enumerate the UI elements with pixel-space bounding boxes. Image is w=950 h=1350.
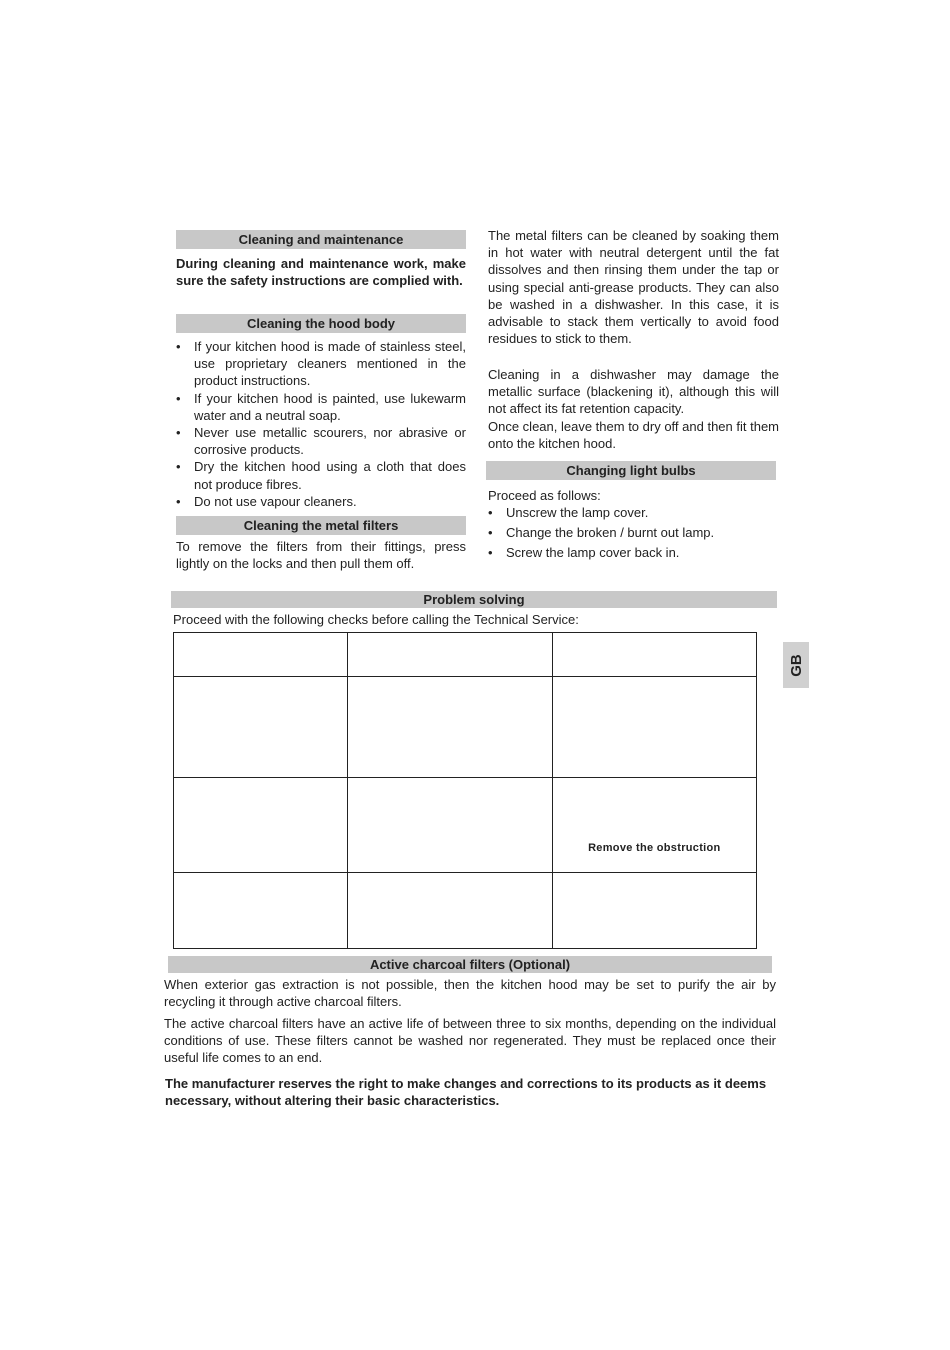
- hood-body-heading: Cleaning the hood body: [176, 314, 466, 333]
- list-item: • Change the broken / burnt out lamp.: [488, 524, 779, 541]
- problem-table: [173, 632, 757, 949]
- metal-filters-text: To remove the filters from their fittings, press lightly on the locks and then pull them off.: [176, 539, 466, 572]
- hood-body-list: [176, 338, 466, 510]
- dishwasher-text: Cleaning in a dishwasher may damage the metallic surface (blackening it), although this will not affect its fat retention capacity.: [488, 367, 779, 417]
- table-cell: [348, 873, 552, 949]
- table-cell: [348, 633, 552, 677]
- charcoal-para-1: When exterior gas extraction is not possible, then the kitchen hood may be set to purify the air by recycling it through active charcoal filters.: [164, 977, 776, 1010]
- list-item: • If your kitchen hood is made of stainless steel, use proprietary cleaners mentioned in the product instructions.: [176, 338, 466, 390]
- list-item: • Screw the lamp cover back in.: [488, 544, 779, 561]
- table-cell: Remove the obstruction: [552, 778, 756, 873]
- problem-solving-heading: Problem solving: [171, 591, 777, 608]
- table-cell: [552, 873, 756, 949]
- table-cell: [552, 633, 756, 677]
- light-bulbs-list: [488, 504, 779, 564]
- list-item: • If your kitchen hood is painted, use lukewarm water and a neutral soap.: [176, 390, 466, 424]
- table-row: [174, 778, 757, 873]
- table-cell: [174, 873, 348, 949]
- table-cell: [348, 677, 552, 778]
- table-cell: [174, 778, 348, 873]
- light-bulbs-intro: Proceed as follows:: [488, 488, 601, 503]
- list-item: • Do not use vapour cleaners.: [176, 493, 466, 510]
- table-cell: [174, 633, 348, 677]
- table-cell: [552, 677, 756, 778]
- language-tab: [783, 642, 809, 688]
- cleaning-maintenance-intro: During cleaning and maintenance work, make sure the safety instructions are complied with.: [176, 256, 466, 289]
- list-item: • Never use metallic scourers, nor abrasive or corrosive products.: [176, 424, 466, 458]
- metal-filters-heading: Cleaning the metal filters: [176, 516, 466, 535]
- filters-cleaning-text: The metal filters can be cleaned by soaking them in hot water with neutral detergent until the fat dissolves and then rinsing them under the tap or using special anti-grease products. They can also be washed in a dishwasher. In this case, it is advisable to stack them vertically to avoid food residues to stick to them.: [488, 228, 779, 347]
- table-row: [174, 633, 757, 677]
- light-bulbs-heading: Changing light bulbs: [486, 461, 776, 480]
- list-item: • Unscrew the lamp cover.: [488, 504, 779, 521]
- charcoal-filters-heading: Active charcoal filters (Optional): [168, 956, 772, 973]
- problem-solving-intro: Proceed with the following checks before calling the Technical Service:: [173, 612, 579, 627]
- charcoal-para-2: The active charcoal filters have an active life of between three to six months, depending on the individual conditions of use. These filters cannot be washed nor regenerated. They must be replaced once their useful life comes to an end.: [164, 1016, 776, 1066]
- table-row: [174, 677, 757, 778]
- table-row: [174, 873, 757, 949]
- language-tab-label: GB: [787, 653, 805, 677]
- manufacturer-notice: The manufacturer reserves the right to make changes and corrections to its products as it deems necessary, without altering their basic characteristics.: [165, 1076, 767, 1109]
- cleaning-maintenance-heading: Cleaning and maintenance: [176, 230, 466, 249]
- list-item: • Dry the kitchen hood using a cloth that does not produce fibres.: [176, 458, 466, 492]
- table-cell: [174, 677, 348, 778]
- once-clean-text: Once clean, leave them to dry off and then fit them onto the kitchen hood.: [488, 419, 779, 452]
- table-cell: [348, 778, 552, 873]
